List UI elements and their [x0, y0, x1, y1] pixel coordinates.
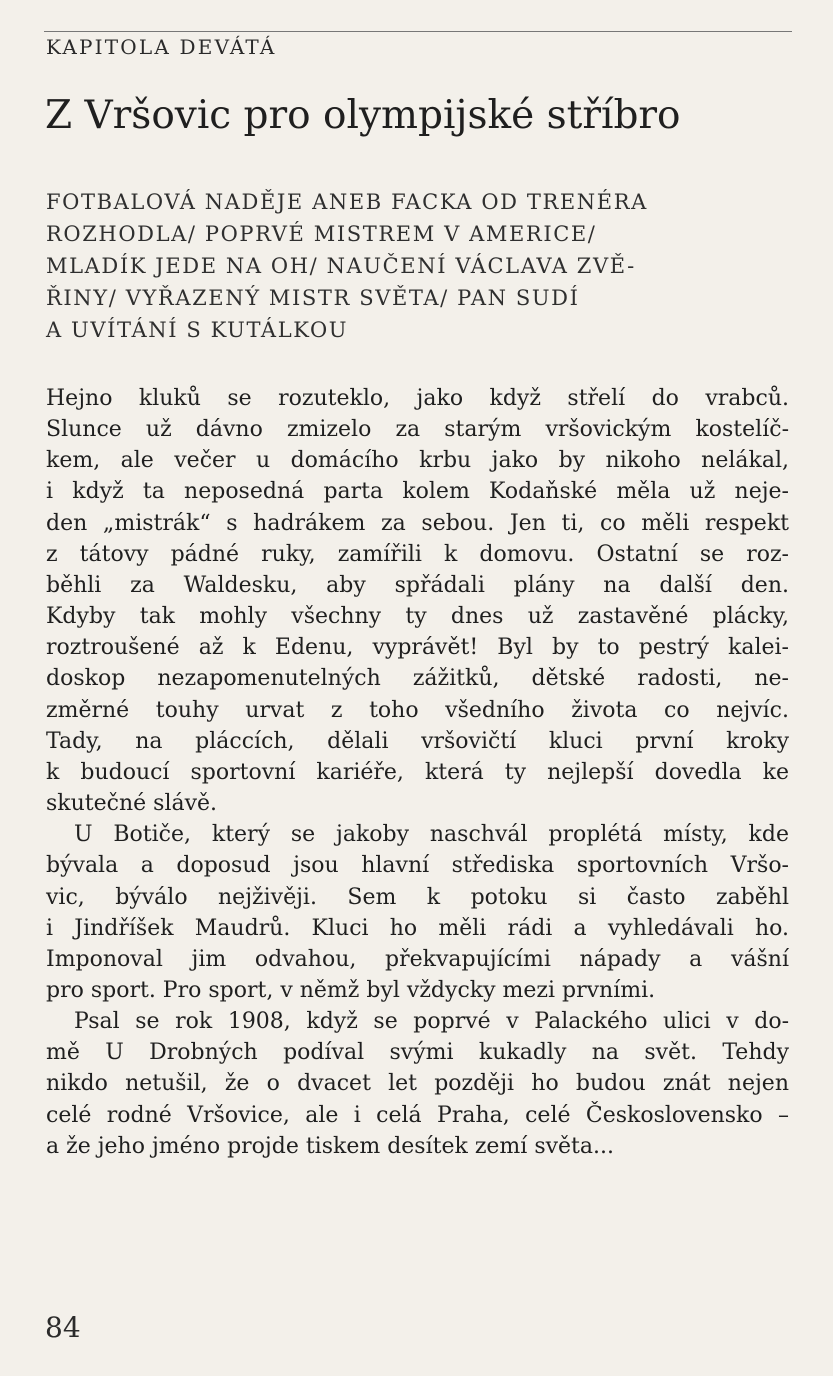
text-line: Tady, na pláccích, dělali vršovičtí kluci první kroky: [46, 728, 789, 754]
summary-line: ŘINY/ VYŘAZENÝ MISTR SVĚTA/ PAN SUDÍ: [46, 286, 580, 310]
text-line: bývala a doposud jsou hlavní střediska sportovních Vršo-: [46, 853, 789, 879]
text-line: a že jeho jméno projde tiskem desítek zemí světa...: [46, 1133, 614, 1159]
top-rule: [44, 31, 792, 32]
chapter-title: Z Vršovic pro olympijské stříbro: [45, 93, 681, 138]
body-text: [46, 383, 789, 1162]
page-number: 84: [45, 1311, 81, 1344]
text-line: doskop nezapomenutelných zážitků, dětské radosti, ne-: [46, 666, 789, 692]
chapter-label: KAPITOLA DEVÁTÁ: [46, 35, 277, 59]
text-line: pro sport. Pro sport, v němž byl vždycky mezi prvními.: [46, 977, 656, 1003]
text-line: skutečné slávě.: [46, 791, 218, 817]
text-line: kem, ale večer u domácího krbu jako by nikoho nelákal,: [46, 448, 789, 474]
paragraph: [46, 383, 789, 819]
text-line: roztroušené až k Edenu, vyprávět! Byl by to pestrý kalei-: [46, 635, 789, 661]
text-line: z tátovy pádné ruky, zamířili k domovu. Ostatní se roz-: [46, 541, 789, 567]
text-line: Kdyby tak mohly všechny ty dnes už zastavěné plácky,: [46, 604, 789, 630]
text-line: mě U Drobných podíval svými kukadly na svět. Tehdy: [46, 1040, 789, 1066]
text-line: Hejno kluků se rozuteklo, jako když střelí do vrabců.: [46, 386, 789, 411]
text-line: i Jindříšek Maudrů. Kluci ho měli rádi a vyhledávali ho.: [46, 915, 789, 941]
text-line: Psal se rok 1908, když se poprvé v Palackého ulici v do-: [74, 1009, 789, 1035]
summary-line: ROZHODLA/ POPRVÉ MISTREM V AMERICE/: [46, 222, 597, 246]
text-line: Imponoval jim odvahou, překvapujícími nápady a vášní: [46, 946, 789, 972]
text-line: den „mistrák“ s hadrákem za sebou. Jen ti, co měli respekt: [46, 510, 789, 536]
summary-line: A UVÍTÁNÍ S KUTÁLKOU: [46, 318, 349, 342]
text-line: vic, býválo nejživěji. Sem k potoku si často zaběhl: [46, 884, 789, 910]
text-line: nikdo netušil, že o dvacet let později ho budou znát nejen: [46, 1071, 789, 1097]
text-line: změrné touhy urvat z toho všedního života co nejvíc.: [46, 697, 789, 723]
text-line: Slunce už dávno zmizelo za starým vršovickým kostelíč-: [46, 417, 789, 443]
summary-line: FOTBALOVÁ NADĚJE ANEB FACKA OD TRENÉRA: [46, 190, 648, 214]
paragraph: [46, 1006, 789, 1162]
summary-line: MLADÍK JEDE NA OH/ NAUČENÍ VÁCLAVA ZVĚ-: [46, 254, 636, 278]
paragraph: [46, 819, 789, 1006]
chapter-summary: [46, 186, 791, 346]
text-line: U Botiče, který se jakoby naschvál proplétá místy, kde: [74, 822, 789, 848]
text-line: běhli za Waldesku, aby spřádali plány na další den.: [46, 572, 789, 598]
text-line: k budoucí sportovní kariéře, která ty nejlepší dovedla ke: [46, 759, 789, 785]
text-line: i když ta neposedná parta kolem Kodaňské měla už neje-: [46, 479, 789, 505]
text-line: celé rodné Vršovice, ale i celá Praha, celé Československo –: [46, 1102, 789, 1128]
